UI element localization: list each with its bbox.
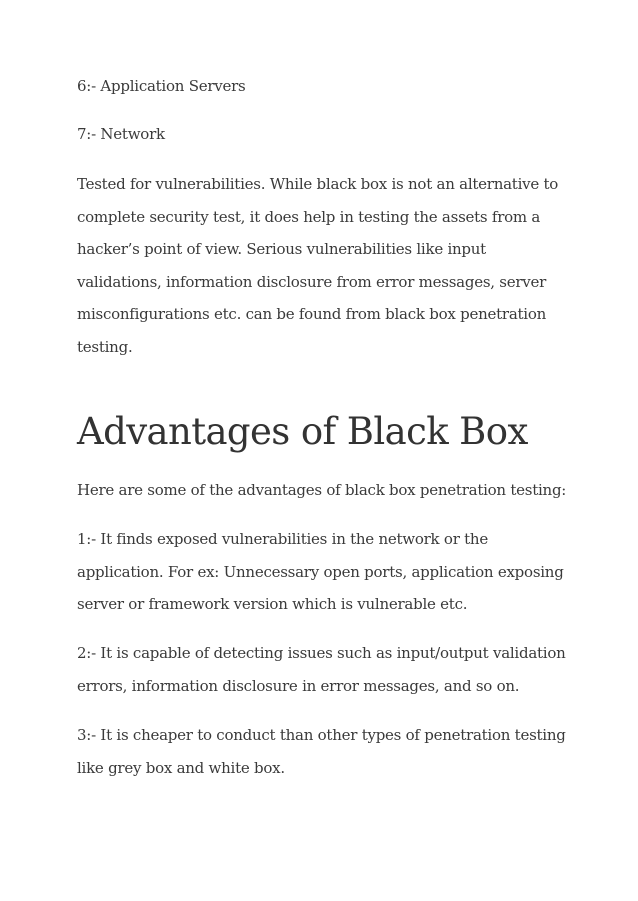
advantage-item-3: [77, 719, 577, 784]
advantage-line: server or framework version which is vulnerable etc.: [77, 595, 468, 613]
advantage-line: application. For ex: Unnecessary open ports, application exposing: [77, 562, 564, 581]
advantage-line: 1:- It finds exposed vulnerabilities in the network or the: [77, 530, 488, 548]
advantage-item-2: [77, 637, 577, 702]
advantage-line: errors, information disclosure in error messages, and so on.: [77, 676, 520, 695]
list-item-network: 7:- Network: [77, 125, 165, 143]
section-heading: Advantages of Black Box: [77, 410, 528, 453]
list-item-application-servers: 6:- Application Servers: [77, 77, 246, 95]
lead-paragraph: Here are some of the advantages of black box penetration testing:: [77, 481, 567, 499]
advantage-line: 2:- It is capable of detecting issues such as input/output validation: [77, 644, 566, 662]
advantage-line: 3:- It is cheaper to conduct than other types of penetration testing: [77, 726, 566, 744]
intro-line: hacker’s point of view. Serious vulnerabilities like input: [77, 240, 486, 258]
intro-line: validations, information disclosure from error messages, server: [77, 272, 547, 291]
intro-line: complete security test, it does help in testing the assets from a: [77, 207, 541, 226]
advantage-item-1: [77, 523, 577, 621]
advantage-line: like grey box and white box.: [77, 758, 285, 777]
intro-line: misconfigurations etc. can be found from black box penetration: [77, 305, 547, 323]
intro-line: Tested for vulnerabilities. While black box is not an alternative to: [77, 175, 559, 193]
intro-paragraph: [77, 168, 577, 363]
intro-line: testing.: [77, 337, 133, 356]
